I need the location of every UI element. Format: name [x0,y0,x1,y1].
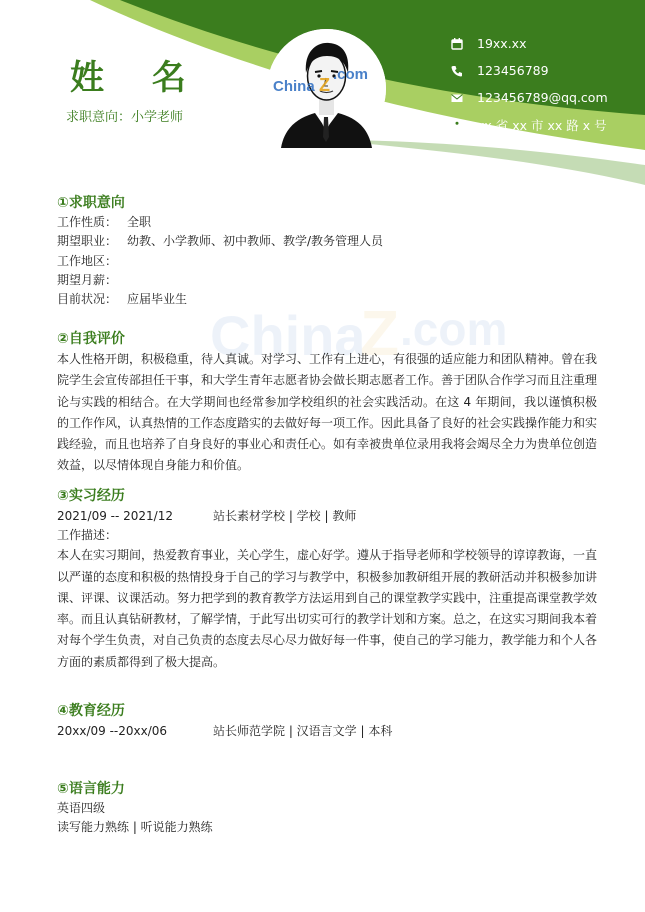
language-line: 读写能力熟练 | 听说能力熟练 [57,820,213,835]
location-icon [450,118,464,132]
contact-info [450,30,608,138]
birth-value: 19xx.xx [477,36,527,51]
email-value: 123456789@qq.com [477,90,608,105]
svg-text:Z: Z [319,75,330,95]
info-label: 目前状况： [57,292,118,307]
mail-icon [450,91,464,105]
svg-text:.com: .com [333,66,369,83]
info-value: 应届毕业生 [127,292,188,307]
internship-desc-label: 工作描述： [57,528,118,542]
phone-value: 123456789 [477,63,549,78]
internship-org: 站长素材学校 | 学校 | 教师 [213,509,357,523]
info-label: 期望职业： [57,234,118,249]
self-evaluation-text: 本人性格开朗，积极稳重，待人真诚。对学习、工作有上进心，有很强的适应能力和团队精神。曾在我院学生会宣传部担任干事，和大学生青年志愿者协会做长期志愿者工作。善于团队合作学习而且注重理论与实践的相结合。在大学期间也经常参加学校组织的社会实践活动。在这 4 年期间，我以谨慎积极的工作作风，认真热情的工作态度踏实的去做好每一项工作。因此具备了良好的社会实践操作能力和实践经验，而且也培养了自身良好的事业心和责任心。如有幸被贵单位录用我将会竭尽全力为贵单位创造效益，以尽情体现自身能力和价值。 [57,352,598,473]
section-education [57,701,597,741]
info-row [57,252,597,271]
info-row [57,271,597,290]
education-date: 20xx/09 --20xx/06 [57,724,168,738]
contact-address [450,111,608,138]
svg-text:.com: .com [400,303,508,355]
section-language [57,779,597,838]
info-row [57,232,597,251]
info-label: 工作性质： [57,215,118,229]
info-value: 全职 [127,215,152,229]
contact-email [450,84,608,111]
svg-text:Z: Z [360,297,400,369]
internship-text: 本人在实习期间，热爱教育事业，关心学生，虚心好学。遵从于指导老师和学校领导的谆谆教诲，一直以严谨的态度和积极的热情投身于自己的学习与教学中，积极参加教研组开展的教研活动并积极参加讲课、评课、议课活动。努力把学到的教育教学方法运用到自己的课堂教学实践中，注重提高课堂教学效率。而且认真钻研教材，了解学情，于此写出切实可行的教学计划和方案。总之，在这实习期间我本着对每个学生负责，对自己负责的态度去尽心尽力做好每一件事，使自己的学习能力，教学能力和个人各方面的素质都得到了极大提高。 [57,548,598,669]
contact-phone [450,57,608,84]
candidate-name: 姓 名 [70,58,204,98]
phone-icon [450,64,464,78]
section-title: ④教育经历 [57,703,125,719]
info-row [57,290,597,309]
avatar [267,29,386,148]
svg-text:China: China [273,78,315,95]
internship-header [57,506,597,526]
contact-birth [450,30,608,57]
section-title: ②自我评价 [57,331,125,347]
education-org: 站长师范学院 | 汉语言文学 | 本科 [213,724,393,738]
info-value: 幼教、小学教师、初中教师、教学/教务管理人员 [127,234,384,249]
section-self-evaluation [57,329,597,477]
job-objective: 求职意向：小学老师 [66,110,184,125]
section-internship [57,486,597,673]
internship-date: 2021/09 -- 2021/12 [57,509,173,523]
calendar-icon [450,37,464,51]
section-title: ①求职意向 [57,195,125,211]
language-line: 英语四级 [57,801,106,815]
svg-text:China: China [210,304,366,367]
address-value: xx 省 xx 市 xx 路 x 号 [477,117,607,133]
info-row [57,213,597,232]
info-label: 期望月薪： [57,272,118,287]
section-title: ⑤语言能力 [57,781,125,797]
education-header [57,721,597,741]
section-job-intention [57,193,597,309]
section-title: ③实习经历 [57,488,125,504]
info-label: 工作地区： [57,253,118,268]
